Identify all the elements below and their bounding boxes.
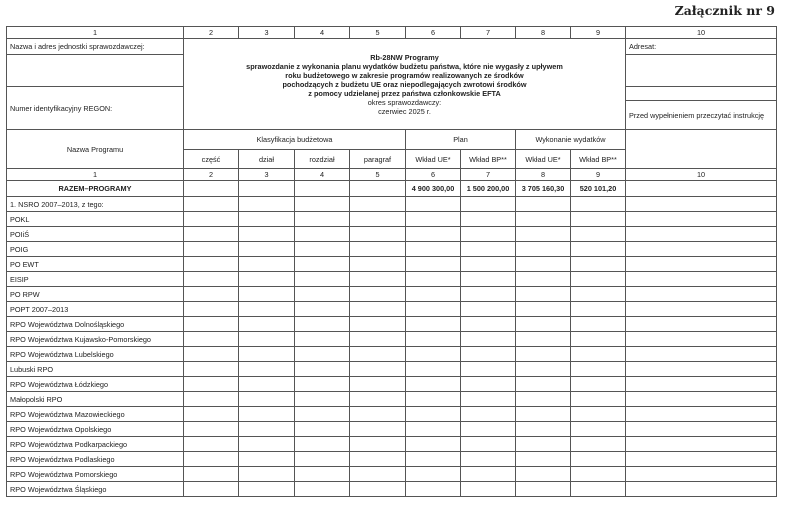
report-title-line-4: z pomocy udzielanej przez państwa członkowskie EFTA	[308, 88, 501, 98]
table-row	[7, 407, 777, 422]
total-label: RAZEM–PROGRAMY	[7, 181, 184, 197]
cell[interactable]	[239, 302, 295, 317]
col-num-4: 4	[295, 27, 350, 39]
cell[interactable]	[626, 197, 777, 212]
cell[interactable]	[516, 212, 571, 227]
table-row	[7, 197, 777, 212]
cell[interactable]	[295, 287, 350, 302]
cell[interactable]	[571, 272, 626, 287]
cell[interactable]	[406, 362, 461, 377]
program-name: RPO Województwa Kujawsko-Pomorskiego	[7, 332, 184, 347]
cell[interactable]	[406, 302, 461, 317]
cell[interactable]	[184, 452, 239, 467]
cell[interactable]	[295, 467, 350, 482]
exec-eu-header: Wkład UE*	[516, 150, 571, 169]
cell[interactable]	[626, 437, 777, 452]
part-header: część	[184, 150, 239, 169]
cell[interactable]	[184, 257, 239, 272]
report-title-line-3: pochodzących z budżetu UE oraz niepodlegających zwrotowi środków	[282, 79, 527, 89]
col-num-2: 2	[184, 169, 239, 181]
cell[interactable]	[184, 482, 239, 497]
program-name: RPO Województwa Podkarpackiego	[7, 437, 184, 452]
col-num-10: 10	[626, 169, 777, 181]
chapter-header: rozdział	[295, 150, 350, 169]
cell[interactable]	[295, 437, 350, 452]
cell[interactable]	[406, 377, 461, 392]
cell[interactable]	[406, 197, 461, 212]
reporting-period-label: okres sprawozdawczy:	[367, 97, 442, 107]
cell[interactable]	[626, 482, 777, 497]
column-number-row-2	[7, 169, 777, 181]
cell[interactable]	[184, 377, 239, 392]
cell[interactable]	[239, 467, 295, 482]
total-plan-eu[interactable]: 4 900 300,00	[406, 181, 461, 197]
cell[interactable]	[516, 392, 571, 407]
column-number-row	[7, 27, 777, 39]
cell[interactable]	[516, 287, 571, 302]
cell[interactable]	[516, 257, 571, 272]
cell[interactable]	[239, 332, 295, 347]
exec-bp-header: Wkład BP**	[571, 150, 626, 169]
program-name: RPO Województwa Mazowieckiego	[7, 407, 184, 422]
cell[interactable]	[571, 227, 626, 242]
table-row	[7, 437, 777, 452]
cell[interactable]	[350, 242, 406, 257]
cell[interactable]	[571, 212, 626, 227]
report-title-line-1: sprawozdanie z wykonania planu wydatków budżetu państwa, które nie wygasły z upływem	[246, 61, 563, 71]
cell[interactable]	[406, 452, 461, 467]
budget-classification-header: Klasyfikacja budżetowa	[184, 130, 406, 150]
cell[interactable]	[406, 422, 461, 437]
cell[interactable]	[295, 197, 350, 212]
table-row	[7, 317, 777, 332]
table-row	[7, 242, 777, 257]
cell[interactable]	[184, 227, 239, 242]
cell[interactable]	[350, 332, 406, 347]
cell[interactable]	[516, 302, 571, 317]
cell[interactable]	[239, 272, 295, 287]
program-name: EISIP	[7, 272, 184, 287]
cell[interactable]	[350, 257, 406, 272]
cell[interactable]	[571, 392, 626, 407]
cell[interactable]	[626, 317, 777, 332]
cell[interactable]	[350, 197, 406, 212]
cell[interactable]	[184, 437, 239, 452]
cell[interactable]	[239, 197, 295, 212]
cell[interactable]	[626, 181, 777, 197]
cell[interactable]	[406, 212, 461, 227]
cell[interactable]	[350, 347, 406, 362]
program-name: PO RPW	[7, 287, 184, 302]
cell[interactable]	[239, 422, 295, 437]
cell[interactable]	[350, 272, 406, 287]
col-num-2: 2	[184, 27, 239, 39]
cell[interactable]	[295, 257, 350, 272]
cell[interactable]	[350, 392, 406, 407]
cell[interactable]	[571, 302, 626, 317]
program-name: Małopolski RPO	[7, 392, 184, 407]
cell[interactable]	[461, 332, 516, 347]
plan-header: Plan	[406, 130, 516, 150]
cell[interactable]	[406, 407, 461, 422]
unit-name-field[interactable]	[7, 55, 184, 87]
cell[interactable]	[571, 242, 626, 257]
cell[interactable]	[626, 302, 777, 317]
cell[interactable]	[184, 181, 239, 197]
cell[interactable]	[516, 347, 571, 362]
program-name: Lubuski RPO	[7, 362, 184, 377]
table-row	[7, 377, 777, 392]
cell[interactable]	[295, 407, 350, 422]
instruction-note: Przed wypełnieniem przeczytać instrukcję	[626, 101, 777, 130]
cell[interactable]	[295, 347, 350, 362]
table-row	[7, 422, 777, 437]
cell[interactable]	[295, 452, 350, 467]
cell[interactable]	[461, 377, 516, 392]
total-plan-bp[interactable]: 1 500 200,00	[461, 181, 516, 197]
cell[interactable]	[461, 302, 516, 317]
col-num-7: 7	[461, 169, 516, 181]
execution-header: Wykonanie wydatków	[516, 130, 626, 150]
cell[interactable]	[626, 287, 777, 302]
cell[interactable]	[184, 422, 239, 437]
cell[interactable]	[184, 272, 239, 287]
program-name: RPO Województwa Lubelskiego	[7, 347, 184, 362]
cell[interactable]	[571, 422, 626, 437]
cell[interactable]	[516, 407, 571, 422]
cell[interactable]	[295, 272, 350, 287]
table-row	[7, 257, 777, 272]
cell[interactable]	[461, 227, 516, 242]
cell[interactable]	[350, 407, 406, 422]
table-row	[7, 332, 777, 347]
addressee-label: Adresat:	[626, 39, 777, 55]
program-name: RPO Województwa Śląskiego	[7, 482, 184, 497]
program-name: 1. NSRO 2007–2013, z tego:	[7, 197, 184, 212]
cell[interactable]	[295, 242, 350, 257]
cell[interactable]	[406, 227, 461, 242]
unit-name-label: Nazwa i adres jednostki sprawozdawczej:	[7, 39, 184, 55]
cell[interactable]	[406, 467, 461, 482]
cell[interactable]	[571, 257, 626, 272]
table-row	[7, 287, 777, 302]
cell[interactable]	[350, 452, 406, 467]
table-row	[7, 302, 777, 317]
cell[interactable]	[295, 317, 350, 332]
table-row	[7, 347, 777, 362]
regon-label: Numer identyfikacyjny REGON:	[7, 87, 184, 130]
cell[interactable]	[516, 422, 571, 437]
cell[interactable]	[571, 287, 626, 302]
program-name: POIiŚ	[7, 227, 184, 242]
cell[interactable]	[239, 317, 295, 332]
cell[interactable]	[350, 302, 406, 317]
cell[interactable]	[184, 212, 239, 227]
cell[interactable]	[461, 197, 516, 212]
cell[interactable]	[516, 482, 571, 497]
cell[interactable]	[350, 422, 406, 437]
col-num-3: 3	[239, 169, 295, 181]
col-num-1: 1	[7, 27, 184, 39]
cell[interactable]	[184, 362, 239, 377]
cell[interactable]	[295, 392, 350, 407]
cell[interactable]	[461, 392, 516, 407]
cell[interactable]	[571, 467, 626, 482]
cell[interactable]	[350, 377, 406, 392]
cell[interactable]	[406, 392, 461, 407]
cell[interactable]	[295, 422, 350, 437]
cell[interactable]	[184, 287, 239, 302]
cell[interactable]	[626, 362, 777, 377]
cell[interactable]	[295, 377, 350, 392]
plan-bp-header: Wkład BP**	[461, 150, 516, 169]
cell[interactable]	[295, 362, 350, 377]
reporting-period-value: czerwiec 2025 r.	[378, 106, 431, 116]
cell[interactable]	[461, 362, 516, 377]
total-row	[7, 181, 777, 197]
cell[interactable]	[461, 242, 516, 257]
cell[interactable]	[350, 362, 406, 377]
total-exec-bp[interactable]: 520 101,20	[571, 181, 626, 197]
cell[interactable]	[461, 317, 516, 332]
cell[interactable]	[295, 482, 350, 497]
cell[interactable]	[516, 197, 571, 212]
cell[interactable]	[406, 257, 461, 272]
cell[interactable]	[239, 377, 295, 392]
col-num-9: 9	[571, 27, 626, 39]
col-num-4: 4	[295, 169, 350, 181]
col-num-6: 6	[406, 27, 461, 39]
cell[interactable]	[239, 392, 295, 407]
table-row	[7, 272, 777, 287]
col-num-3: 3	[239, 27, 295, 39]
cell[interactable]	[239, 212, 295, 227]
cell[interactable]	[516, 332, 571, 347]
cell[interactable]	[184, 242, 239, 257]
program-name: RPO Województwa Pomorskiego	[7, 467, 184, 482]
col-num-10: 10	[626, 27, 777, 39]
cell[interactable]	[184, 197, 239, 212]
cell[interactable]	[239, 227, 295, 242]
table-row	[7, 467, 777, 482]
cell[interactable]	[406, 287, 461, 302]
table-row	[7, 362, 777, 377]
cell[interactable]	[184, 407, 239, 422]
cell[interactable]	[626, 467, 777, 482]
cell[interactable]	[350, 287, 406, 302]
cell[interactable]	[350, 437, 406, 452]
program-name: PO EWT	[7, 257, 184, 272]
col-num-5: 5	[350, 169, 406, 181]
cell[interactable]	[461, 287, 516, 302]
col-num-8: 8	[516, 27, 571, 39]
addressee-field[interactable]	[626, 55, 777, 87]
annex-title: Załącznik nr 9	[674, 3, 775, 18]
total-exec-eu[interactable]: 3 705 160,30	[516, 181, 571, 197]
cell[interactable]	[184, 332, 239, 347]
cell[interactable]	[295, 212, 350, 227]
cell[interactable]	[516, 437, 571, 452]
program-name-header: Nazwa Programu	[7, 130, 184, 169]
cell[interactable]	[350, 317, 406, 332]
cell[interactable]	[406, 482, 461, 497]
program-name: RPO Województwa Dolnośląskiego	[7, 317, 184, 332]
cell[interactable]	[461, 482, 516, 497]
division-header: dział	[239, 150, 295, 169]
program-name: POIG	[7, 242, 184, 257]
col-num-9: 9	[571, 169, 626, 181]
col-num-6: 6	[406, 169, 461, 181]
cell[interactable]	[239, 257, 295, 272]
cell[interactable]	[626, 392, 777, 407]
cell[interactable]	[461, 272, 516, 287]
cell[interactable]	[406, 347, 461, 362]
report-form-table	[6, 26, 777, 497]
col10-header-blank	[626, 130, 777, 169]
cell[interactable]	[626, 347, 777, 362]
cell[interactable]	[350, 227, 406, 242]
cell[interactable]	[516, 467, 571, 482]
cell[interactable]	[406, 437, 461, 452]
cell[interactable]	[239, 452, 295, 467]
cell[interactable]	[516, 227, 571, 242]
cell[interactable]	[461, 467, 516, 482]
cell[interactable]	[295, 181, 350, 197]
cell[interactable]	[571, 377, 626, 392]
cell[interactable]	[184, 392, 239, 407]
col-num-8: 8	[516, 169, 571, 181]
report-title-block	[184, 39, 626, 130]
table-row	[7, 392, 777, 407]
cell[interactable]	[239, 437, 295, 452]
cell[interactable]	[516, 242, 571, 257]
cell[interactable]	[461, 407, 516, 422]
cell[interactable]	[239, 362, 295, 377]
addressee-field-2[interactable]	[626, 87, 777, 101]
cell[interactable]	[350, 482, 406, 497]
cell[interactable]	[350, 467, 406, 482]
cell[interactable]	[239, 482, 295, 497]
report-code: Rb-28NW Programy	[370, 52, 439, 62]
cell[interactable]	[239, 347, 295, 362]
cell[interactable]	[239, 287, 295, 302]
cell[interactable]	[406, 332, 461, 347]
cell[interactable]	[571, 437, 626, 452]
cell[interactable]	[571, 332, 626, 347]
cell[interactable]	[406, 272, 461, 287]
cell[interactable]	[350, 212, 406, 227]
program-name: RPO Województwa Łódzkiego	[7, 377, 184, 392]
cell[interactable]	[406, 242, 461, 257]
cell[interactable]	[184, 317, 239, 332]
program-rows	[7, 197, 777, 497]
table-row	[7, 452, 777, 467]
cell[interactable]	[626, 212, 777, 227]
table-row	[7, 482, 777, 497]
program-name: RPO Województwa Opolskiego	[7, 422, 184, 437]
plan-eu-header: Wkład UE*	[406, 150, 461, 169]
col-num-1: 1	[7, 169, 184, 181]
cell[interactable]	[295, 332, 350, 347]
cell[interactable]	[295, 227, 350, 242]
cell[interactable]	[626, 227, 777, 242]
cell[interactable]	[626, 407, 777, 422]
cell[interactable]	[461, 212, 516, 227]
cell[interactable]	[406, 317, 461, 332]
report-title-line-2: roku budżetowego w zakresie programów realizowanych ze środków	[285, 70, 524, 80]
cell[interactable]	[626, 422, 777, 437]
cell[interactable]	[571, 482, 626, 497]
cell[interactable]	[516, 377, 571, 392]
paragraph-header: paragraf	[350, 150, 406, 169]
col-num-7: 7	[461, 27, 516, 39]
cell[interactable]	[626, 377, 777, 392]
cell[interactable]	[571, 317, 626, 332]
cell[interactable]	[239, 407, 295, 422]
cell[interactable]	[626, 332, 777, 347]
cell[interactable]	[295, 302, 350, 317]
cell[interactable]	[461, 422, 516, 437]
cell[interactable]	[626, 452, 777, 467]
cell[interactable]	[626, 272, 777, 287]
cell[interactable]	[571, 452, 626, 467]
cell[interactable]	[571, 347, 626, 362]
cell[interactable]	[461, 257, 516, 272]
cell[interactable]	[184, 467, 239, 482]
col-num-5: 5	[350, 27, 406, 39]
cell[interactable]	[626, 242, 777, 257]
cell[interactable]	[516, 452, 571, 467]
cell[interactable]	[571, 407, 626, 422]
program-name: RPO Województwa Podlaskiego	[7, 452, 184, 467]
cell[interactable]	[184, 302, 239, 317]
cell[interactable]	[461, 437, 516, 452]
cell[interactable]	[239, 181, 295, 197]
cell[interactable]	[516, 317, 571, 332]
program-name: POKL	[7, 212, 184, 227]
cell[interactable]	[516, 362, 571, 377]
cell[interactable]	[571, 197, 626, 212]
cell[interactable]	[571, 362, 626, 377]
cell[interactable]	[516, 272, 571, 287]
cell[interactable]	[239, 242, 295, 257]
cell[interactable]	[461, 347, 516, 362]
cell[interactable]	[461, 452, 516, 467]
cell[interactable]	[626, 257, 777, 272]
table-row	[7, 227, 777, 242]
program-name: POPT 2007–2013	[7, 302, 184, 317]
table-row	[7, 212, 777, 227]
cell[interactable]	[184, 347, 239, 362]
cell[interactable]	[350, 181, 406, 197]
